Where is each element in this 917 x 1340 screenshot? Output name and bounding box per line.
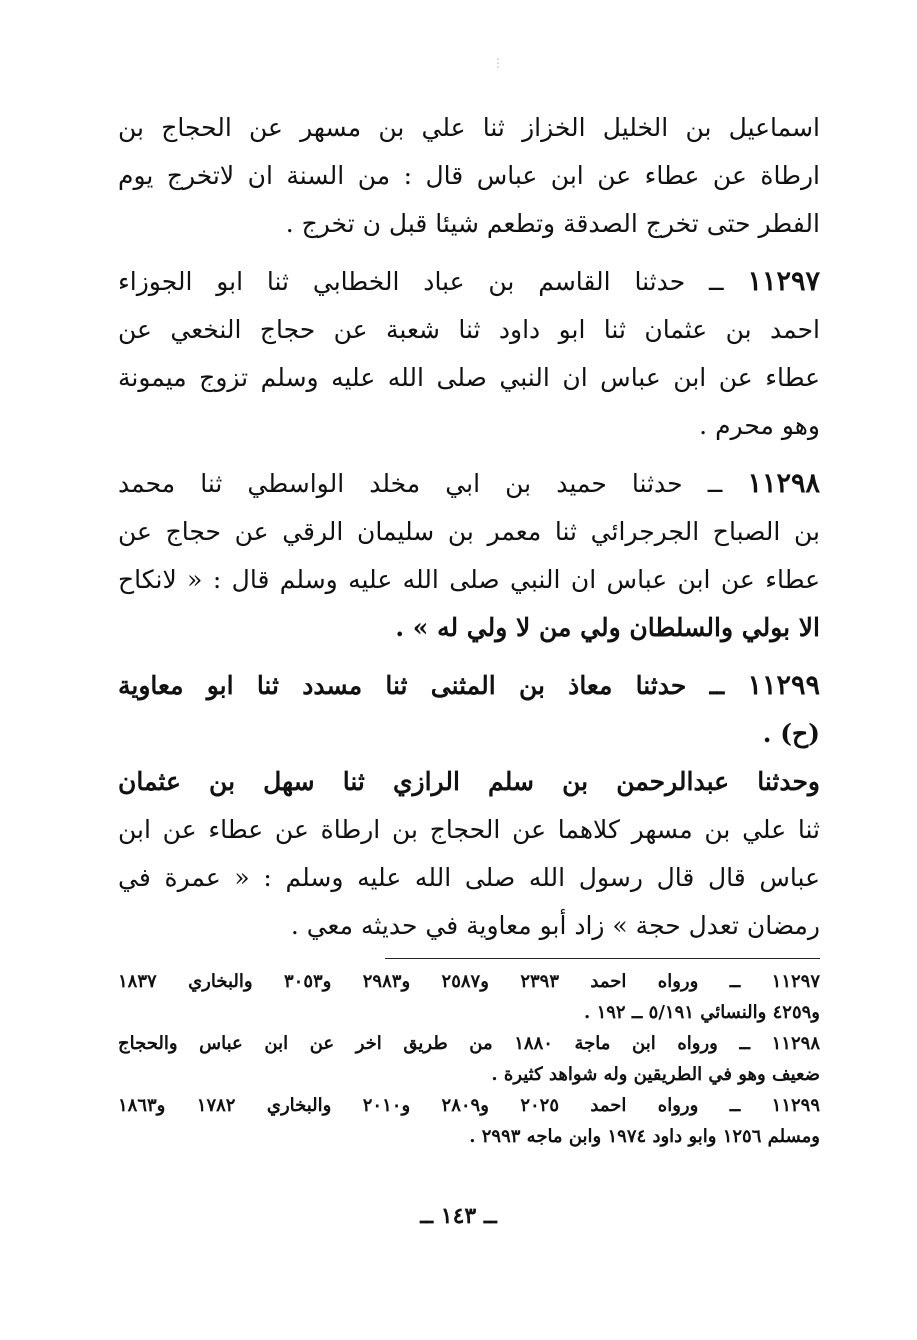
footnote-11299 bbox=[118, 1090, 820, 1152]
footnote-line: ١١٢٩٨ ــ ورواه ابن ماجة ١٨٨٠ من طريق اخر عن ابن عباس والحجاج bbox=[118, 1033, 820, 1054]
text-line: الا بولي والسلطان ولي من لا ولي له » . bbox=[395, 613, 820, 642]
footnote-line: ضعيف وهو في الطريقين وله شواهد كثيرة . bbox=[491, 1064, 820, 1085]
text-line bbox=[118, 258, 820, 306]
text-line: وحدثنا عبدالرحمن بن سلم الرازي ثنا سهل بن عثمان bbox=[118, 767, 820, 796]
footnote-separator bbox=[385, 958, 820, 959]
text-line: ارطاة عن عطاء عن ابن عباس قال : من السنة ان لاتخرج يوم bbox=[118, 161, 820, 190]
footnote-line: ١١٢٩٧ ــ ورواه احمد ٢٣٩٣ و٢٥٨٧ و٢٩٨٣ و٣٠٥٣ والبخاري ١٨٣٧ bbox=[118, 971, 820, 992]
text-line: الفطر حتى تخرج الصدقة وتطعم شيئا قبل ن تخرج . bbox=[285, 209, 820, 238]
hadith-number: ١١٢٩٨ bbox=[747, 468, 820, 499]
main-text-block bbox=[118, 104, 820, 950]
text-line: عطاء عن ابن عباس ان النبي صلى الله عليه وسلم قال : « لانكاح bbox=[118, 565, 820, 594]
hadith-11298-paragraph bbox=[118, 460, 820, 652]
text-line: عطاء عن ابن عباس ان النبي صلى الله عليه وسلم تزوج ميمونة bbox=[118, 363, 820, 392]
hadith-number: ١١٢٩٧ bbox=[747, 266, 820, 297]
footnote-line: ١١٢٩٩ ــ ورواه احمد ٢٠٢٥ و٢٨٠٩ و٢٠١٠ والبخاري ١٧٨٢ و١٨٦٣ bbox=[118, 1095, 820, 1116]
text-line: احمد بن عثمان ثنا ابو داود ثنا شعبة عن حجاج النخعي عن bbox=[118, 315, 820, 344]
text-line bbox=[118, 460, 820, 508]
intro-paragraph bbox=[118, 104, 820, 248]
footnote-line: ومسلم ١٢٥٦ وابو داود ١٩٧٤ وابن ماجه ٢٩٩٣ . bbox=[469, 1126, 820, 1147]
hadith-opening-text: ــ حدثنا معاذ بن المثنى ثنا مسدد ثنا ابو معاوية bbox=[118, 671, 748, 700]
hadith-opening-text: ــ حدثنا القاسم بن عباد الخطابي ثنا ابو الجوزاء bbox=[118, 267, 748, 296]
text-line: بن الصباح الجرجرائي ثنا معمر بن سليمان الرقي عن حجاج عن bbox=[118, 517, 820, 546]
text-line: رمضان تعدل حجة » زاد أبو معاوية في حديثه معي . bbox=[290, 911, 820, 940]
text-line: (ح) . bbox=[762, 719, 820, 748]
paper-speck-mark: ⋮ bbox=[492, 56, 504, 70]
hadith-number: ١١٢٩٩ bbox=[747, 670, 820, 701]
hadith-11299-paragraph bbox=[118, 662, 820, 950]
footnote-11297 bbox=[118, 966, 820, 1028]
text-line: وهو محرم . bbox=[699, 411, 820, 440]
text-line: ثنا علي بن مسهر كلاهما عن الحجاج بن ارطاة عن عطاء عن ابن bbox=[118, 815, 820, 844]
hadith-11297-paragraph bbox=[118, 258, 820, 450]
footnote-11298 bbox=[118, 1028, 820, 1090]
text-line: عباس قال قال رسول الله صلى الله عليه وسلم : « عمرة في bbox=[118, 863, 820, 892]
text-line: اسماعيل بن الخليل الخزاز ثنا علي بن مسهر عن الحجاج بن bbox=[118, 113, 820, 142]
text-line bbox=[118, 662, 820, 710]
hadith-opening-text: ــ حدثنا حميد بن ابي مخلد الواسطي ثنا محمد bbox=[118, 469, 748, 498]
footnotes-block bbox=[118, 966, 820, 1152]
page-number: ــ ١٤٣ ــ bbox=[420, 1203, 497, 1229]
footnote-line: و٤٢٥٩ والنسائي ٥/١٩١ ــ ١٩٢ . bbox=[584, 1002, 820, 1023]
